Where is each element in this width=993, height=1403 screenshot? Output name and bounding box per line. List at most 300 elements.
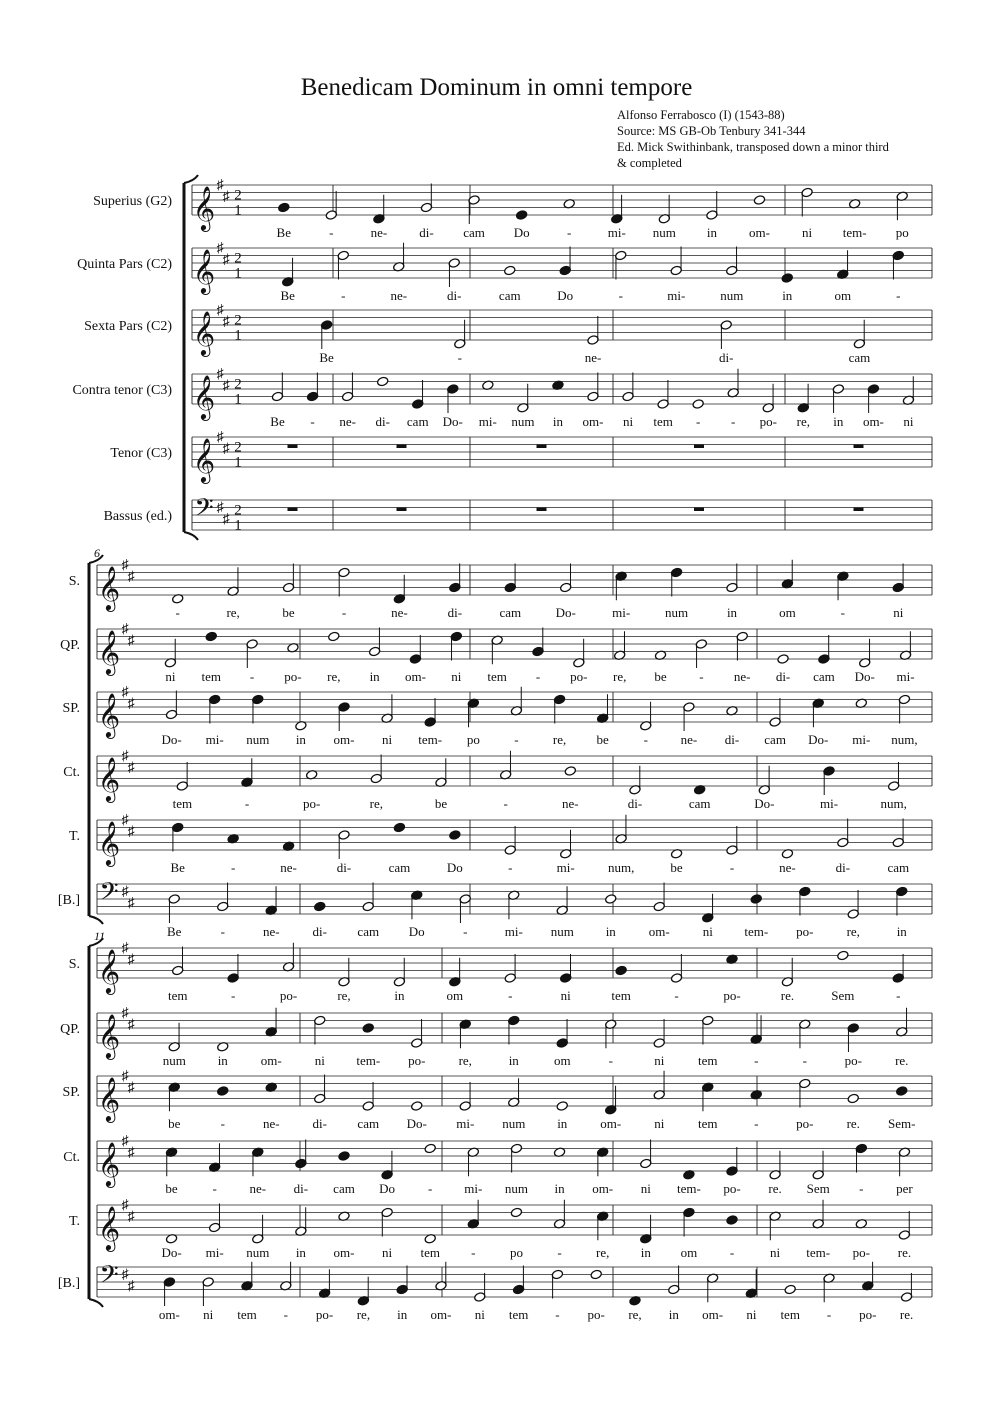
lyric-syllable: ni	[802, 225, 813, 240]
bass-clef-icon: 𝄢	[99, 1261, 119, 1295]
part-label: QP.	[60, 638, 80, 653]
lyric-syllable: cam	[688, 796, 711, 811]
lyric-syllable: po-	[796, 924, 814, 939]
staff-1	[192, 184, 932, 225]
lyric-syllable: -	[175, 605, 180, 620]
lyric-syllable: om-	[648, 924, 670, 939]
lyric-syllable: tem	[172, 796, 193, 811]
lyric-syllable: Do	[513, 225, 530, 240]
lyric-syllable: re,	[458, 1053, 472, 1068]
treble-clef-icon: 𝄞	[97, 568, 121, 610]
time-sig-bottom: 1	[234, 265, 242, 282]
rest	[288, 445, 298, 449]
sharp-icon: ♯	[127, 633, 135, 649]
lyric-syllable: po-	[279, 988, 298, 1003]
lyric-syllable: -	[463, 924, 468, 939]
lyric-syllable: tem-	[418, 732, 443, 747]
lyric-syllable: po-	[284, 669, 302, 684]
note-head	[692, 399, 704, 410]
lyric-syllable: ne-	[280, 860, 297, 875]
part-label: T.	[68, 1214, 80, 1229]
lyric-syllable: cam	[357, 924, 380, 939]
note-head	[338, 1151, 350, 1162]
treble-clef-icon: 𝄞	[97, 1208, 121, 1250]
lyric-syllable: po-	[408, 1053, 426, 1068]
lyric-syllable: om	[553, 1053, 571, 1068]
lyric-syllable: -	[618, 288, 623, 303]
note-head	[605, 894, 617, 905]
lyric-syllable: Be	[280, 288, 295, 303]
lyric-syllable: om-	[333, 732, 355, 747]
bracket-hook-top	[184, 175, 198, 183]
lyric-syllable: ni	[203, 1307, 214, 1322]
staff-3	[97, 687, 932, 731]
lyric-syllable: tem-	[842, 225, 867, 240]
sharp-icon: ♯	[127, 952, 135, 968]
treble-clef-icon: 𝄞	[192, 440, 216, 482]
lyric-syllable: ni	[702, 924, 713, 939]
lyric-syllable: mi-	[896, 669, 915, 684]
lyric-syllable: ne-	[584, 350, 602, 365]
lyric-syllable: di-	[447, 605, 463, 620]
staff-4	[192, 369, 932, 413]
sharp-icon: ♯	[127, 1278, 135, 1294]
part-label: Contra tenor (C3)	[72, 383, 172, 398]
lyric-syllable: Do	[557, 288, 574, 303]
treble-clef-icon: 𝄞	[97, 695, 121, 737]
lyric-syllable: num,	[607, 860, 635, 875]
sharp-icon: ♯	[222, 314, 230, 330]
piece-title: Benedicam Dominum in omni tempore	[300, 74, 693, 101]
treble-clef-icon: 𝄞	[192, 313, 216, 355]
lyric-syllable: mi-	[464, 1181, 483, 1196]
staff-6	[192, 500, 932, 530]
lyric-syllable: mi-	[607, 225, 626, 240]
lyric-syllable: po-	[315, 1307, 334, 1322]
lyric-syllable: cam	[764, 732, 786, 747]
lyric-syllable: mi-	[504, 924, 523, 939]
lyric-syllable: Do-	[754, 796, 775, 811]
sharp-icon: ♯	[222, 378, 230, 394]
rest	[854, 445, 864, 449]
sharp-icon: ♯	[121, 558, 129, 573]
system-1	[184, 175, 932, 540]
lyric-syllable: in	[557, 1116, 568, 1131]
note-head	[424, 1143, 436, 1154]
note-head	[750, 894, 762, 905]
sharp-icon: ♯	[216, 303, 224, 318]
time-sig-bottom: 1	[234, 517, 242, 534]
staff-1	[97, 943, 932, 987]
lyric-syllable: -	[220, 1116, 225, 1131]
lyric-syllable: re.	[780, 988, 795, 1003]
lyric-syllable: ne-	[779, 860, 796, 875]
bass-clef-icon: 𝄢	[99, 878, 119, 912]
part-label: S.	[68, 574, 80, 589]
note-head	[753, 195, 765, 206]
part-label: [B.]	[57, 1276, 80, 1291]
note-head	[615, 965, 627, 976]
lyric-syllable: re,	[796, 414, 810, 429]
lyric-syllable: ne-	[370, 225, 388, 240]
lyric-syllable: re.	[899, 1307, 914, 1322]
note-head	[847, 1093, 859, 1104]
lyric-syllable: ni	[654, 1116, 665, 1131]
lyric-syllable: -	[457, 350, 462, 365]
note-head	[217, 1086, 229, 1097]
staff-4	[97, 1140, 932, 1181]
lyric-syllable: re.	[897, 1245, 912, 1260]
lyric-syllable: in	[605, 924, 616, 939]
time-sig-top: 2	[234, 502, 242, 519]
lyric-syllable: in	[668, 1307, 679, 1322]
sharp-icon: ♯	[121, 1198, 129, 1213]
note-head	[781, 273, 793, 284]
lyric-syllable: -	[471, 1245, 476, 1260]
staff-4	[97, 751, 932, 795]
lyric-syllable: tem-	[806, 1245, 831, 1260]
lyric-syllable: om-	[862, 414, 884, 429]
treble-clef-icon: 𝄞	[192, 251, 216, 293]
lyric-syllable: ni	[314, 1053, 325, 1068]
lyric-syllable: -	[608, 1053, 613, 1068]
lyric-syllable: re,	[337, 988, 351, 1003]
editor-credit-cont: & completed	[617, 156, 682, 170]
sharp-icon: ♯	[222, 252, 230, 268]
sharp-icon: ♯	[121, 1267, 129, 1283]
lyric-syllable: -	[341, 605, 347, 620]
part-label: Tenor (C3)	[110, 446, 172, 461]
lyric-syllable: Do	[408, 924, 425, 939]
lyric-syllable: po	[466, 732, 480, 747]
lyric-syllable: -	[826, 1307, 832, 1322]
lyric-syllable: per	[896, 1181, 913, 1196]
lyric-syllable: om-	[582, 414, 604, 429]
lyric-syllable: ne-	[262, 924, 280, 939]
lyric-syllable: ni	[903, 414, 914, 429]
note-head	[449, 830, 461, 841]
lyric-syllable: -	[283, 1307, 288, 1322]
sharp-icon: ♯	[121, 1069, 129, 1084]
lyric-syllable: num	[246, 732, 270, 747]
lyric-syllable: po-	[759, 414, 777, 429]
lyric-syllable: Do-	[161, 1245, 182, 1260]
lyric-syllable: om	[680, 1245, 698, 1260]
rest	[854, 508, 864, 512]
treble-clef-icon: 𝄞	[192, 188, 216, 230]
lyric-syllable: cam	[499, 605, 522, 620]
lyric-syllable: -	[729, 860, 735, 875]
lyric-syllable: mi-	[667, 288, 686, 303]
lyric-syllable: num,	[891, 732, 918, 747]
lyric-syllable: cam	[333, 1181, 355, 1196]
lyric-syllable: mi-	[556, 860, 575, 875]
lyric-syllable: -	[859, 1181, 864, 1196]
treble-clef-icon: 𝄞	[97, 1144, 121, 1186]
lyric-syllable: di-	[293, 1181, 309, 1196]
lyric-syllable: mi-	[478, 414, 497, 429]
lyric-syllable: Sem	[831, 988, 855, 1003]
lyric-syllable: Do	[446, 860, 463, 875]
lyric-syllable: num,	[880, 796, 907, 811]
lyric-syllable: om-	[430, 1307, 452, 1322]
lyric-syllable: om-	[158, 1307, 180, 1322]
lyric-syllable: in	[295, 1245, 306, 1260]
sharp-icon: ♯	[216, 178, 224, 193]
lyric-syllable: in	[369, 669, 380, 684]
lyric-syllable: ni	[560, 988, 571, 1003]
note-head	[411, 1101, 423, 1112]
sharp-icon: ♯	[127, 895, 135, 911]
part-label: Sexta Pars (C2)	[84, 319, 172, 334]
sharp-icon: ♯	[127, 1017, 135, 1033]
lyric-syllable: -	[244, 796, 250, 811]
lyric-syllable: num	[246, 1245, 270, 1260]
lyric-syllable: -	[674, 988, 679, 1003]
note-head	[328, 631, 340, 642]
lyric-syllable: om-	[260, 1053, 282, 1068]
lyric-syllable: re,	[846, 924, 860, 939]
lyric-syllable: Do-	[161, 732, 182, 747]
sharp-icon: ♯	[222, 441, 230, 457]
part-label: Ct.	[63, 765, 80, 780]
time-sig-top: 2	[234, 312, 242, 329]
lyric-syllable: -	[695, 414, 701, 429]
time-sig-top: 2	[234, 250, 242, 267]
lyric-syllable: om-	[404, 669, 426, 684]
part-label: QP.	[60, 1022, 80, 1037]
lyric-syllable: di-	[312, 924, 327, 939]
treble-clef-icon: 𝄞	[192, 377, 216, 419]
lyric-syllable: ni	[640, 1181, 651, 1196]
staff-5	[97, 1200, 932, 1244]
lyric-syllable: mi-	[205, 732, 224, 747]
sharp-icon: ♯	[121, 813, 129, 828]
lyric-syllable: in	[706, 225, 717, 240]
lyric-syllable: ne-	[249, 1181, 267, 1196]
lyric-syllable: in	[508, 1053, 519, 1068]
lyric-syllable: ni	[451, 669, 462, 684]
note-head	[564, 766, 576, 777]
lyric-syllable: re,	[613, 669, 627, 684]
note-head	[376, 376, 388, 387]
lyric-syllable: ni	[770, 1245, 781, 1260]
lyric-syllable: ni	[654, 1053, 665, 1068]
lyric-syllable: mi-	[819, 796, 839, 811]
staff-1	[97, 560, 932, 604]
lyric-syllable: di-	[447, 288, 462, 303]
lyric-syllable: -	[503, 796, 508, 811]
lyric-syllable: Do-	[555, 605, 576, 620]
lyric-syllable: re,	[327, 669, 341, 684]
lyric-syllable: num	[550, 924, 574, 939]
time-sig-top: 2	[234, 376, 242, 393]
lyric-syllable: tem	[201, 669, 222, 684]
part-label: T.	[68, 829, 80, 844]
lyric-syllable: -	[555, 1307, 560, 1322]
lyric-syllable: be	[654, 669, 667, 684]
sharp-icon: ♯	[121, 1006, 129, 1021]
measure-number: 11	[94, 929, 106, 943]
bracket-hook-bottom	[89, 916, 103, 924]
lyric-syllable: -	[754, 1116, 759, 1131]
source-credit: Source: MS GB-Ob Tenbury 341-344	[617, 124, 806, 138]
time-sig-bottom: 1	[234, 202, 242, 219]
rest	[397, 508, 407, 512]
lyric-syllable: tem-	[676, 1181, 701, 1196]
part-label: S.	[68, 957, 80, 972]
lyric-syllable: po-	[723, 988, 741, 1003]
lyric-syllable: tem	[653, 414, 673, 429]
rest	[397, 445, 407, 449]
lyric-syllable: Sem	[806, 1181, 830, 1196]
lyric-syllable: -	[428, 1181, 433, 1196]
lyric-syllable: -	[840, 605, 846, 620]
staff-6	[97, 883, 932, 924]
treble-clef-icon: 𝄞	[97, 759, 121, 801]
lyric-syllable: in	[726, 605, 738, 620]
lyric-syllable: cam	[388, 860, 411, 875]
lyric-syllable: -	[212, 1181, 217, 1196]
lyric-syllable: re,	[226, 605, 240, 620]
composer-credit: Alfonso Ferrabosco (I) (1543-88)	[617, 108, 785, 122]
lyric-syllable: om-	[592, 1181, 614, 1196]
note-head	[362, 1023, 374, 1034]
part-label: Superius (G2)	[93, 194, 172, 209]
sharp-icon: ♯	[127, 1080, 135, 1096]
lyric-syllable: in	[552, 414, 564, 429]
part-label: Bassus (ed.)	[103, 509, 172, 524]
lyric-syllable: -	[567, 225, 572, 240]
lyric-syllable: di-	[627, 796, 643, 811]
lyric-syllable: num	[162, 1053, 186, 1068]
note-head	[726, 1215, 738, 1226]
sharp-icon: ♯	[121, 685, 129, 700]
lyric-syllable: tem	[508, 1307, 529, 1322]
lyric-syllable: om-	[702, 1307, 724, 1322]
lyric-syllable: in	[896, 924, 907, 939]
sharp-icon: ♯	[121, 884, 129, 900]
part-label: Quinta Pars (C2)	[77, 257, 172, 272]
sharp-icon: ♯	[121, 622, 129, 637]
sharp-icon: ♯	[127, 1145, 135, 1161]
note-head	[510, 1207, 522, 1218]
lyric-syllable: num	[720, 288, 744, 303]
lyric-syllable: -	[249, 669, 255, 684]
staff-2	[97, 628, 932, 669]
lyric-syllable: re,	[369, 796, 384, 811]
lyric-syllable: re,	[356, 1307, 371, 1322]
lyric-syllable: in	[782, 288, 793, 303]
lyric-syllable: po-	[587, 1307, 605, 1322]
lyric-syllable: po-	[859, 1307, 877, 1322]
sharp-icon: ♯	[127, 569, 135, 585]
note-head	[314, 901, 326, 912]
lyric-syllable: num	[502, 1116, 526, 1131]
time-sig-bottom: 1	[234, 454, 242, 471]
lyric-syllable: cam	[887, 860, 910, 875]
lyric-syllable: Sem-	[888, 1116, 916, 1131]
lyric-syllable: cam	[406, 414, 429, 429]
sharp-icon: ♯	[127, 760, 135, 776]
lyric-syllable: num	[652, 225, 676, 240]
lyric-syllable: po-	[844, 1053, 862, 1068]
note-head	[515, 210, 527, 221]
lyric-syllable: -	[729, 1245, 735, 1260]
lyric-syllable: be	[434, 796, 448, 811]
treble-clef-icon: 𝄞	[97, 632, 121, 674]
staff-3	[192, 310, 932, 349]
lyric-syllable: re.	[846, 1116, 860, 1131]
lyric-syllable: in	[554, 1181, 565, 1196]
sharp-icon: ♯	[121, 941, 129, 956]
lyric-syllable: om	[446, 988, 464, 1003]
lyric-syllable: Be	[167, 924, 182, 939]
lyric-syllable: -	[310, 414, 315, 429]
lyric-syllable: om-	[333, 1245, 355, 1260]
lyric-syllable: -	[731, 414, 736, 429]
staff-5	[97, 815, 932, 859]
note-head	[278, 202, 290, 213]
lyric-syllable: -	[535, 669, 541, 684]
rest	[537, 445, 547, 449]
lyric-syllable: Do-	[808, 732, 829, 747]
lyric-syllable: tem	[167, 988, 188, 1003]
lyric-syllable: in	[295, 732, 306, 747]
lyric-syllable: tem	[237, 1307, 257, 1322]
sharp-icon: ♯	[216, 500, 224, 516]
bass-clef-icon: 𝄢	[194, 494, 214, 528]
lyric-syllable: tem	[611, 988, 631, 1003]
lyric-syllable: Do-	[406, 1116, 427, 1131]
note-head	[837, 950, 849, 961]
lyric-syllable: po-	[302, 796, 321, 811]
sharp-icon: ♯	[222, 189, 230, 205]
lyric-syllable: in	[397, 1307, 408, 1322]
treble-clef-icon: 𝄞	[97, 1079, 121, 1121]
lyric-syllable: ni	[382, 1245, 393, 1260]
note-head	[784, 1284, 796, 1295]
part-label: SP.	[62, 701, 80, 716]
lyric-syllable: po-	[852, 1245, 871, 1260]
lyric-syllable: Do-	[442, 414, 463, 429]
rest	[537, 508, 547, 512]
time-sig-bottom: 1	[234, 391, 242, 408]
lyric-syllable: om-	[749, 225, 770, 240]
time-sig-top: 2	[234, 187, 242, 204]
lyric-syllable: po-	[796, 1116, 814, 1131]
lyric-syllable: cam	[357, 1116, 380, 1131]
lyric-syllable: Be	[170, 860, 185, 875]
bracket-hook-bottom	[89, 1299, 103, 1307]
lyric-syllable: -	[220, 924, 225, 939]
lyric-syllable: ni	[893, 605, 904, 620]
rest	[694, 445, 704, 449]
lyric-syllable: re,	[595, 1245, 610, 1260]
time-sig-top: 2	[234, 439, 242, 456]
lyric-syllable: tem	[698, 1053, 718, 1068]
lyric-syllable: re.	[895, 1053, 909, 1068]
bracket-hook-bottom	[184, 532, 198, 540]
lyric-syllable: -	[557, 1245, 562, 1260]
lyric-syllable: in	[217, 1053, 228, 1068]
lyric-syllable: -	[508, 860, 513, 875]
lyric-syllable: re,	[552, 732, 567, 747]
lyric-syllable: mi-	[205, 1245, 224, 1260]
lyric-syllable: -	[699, 669, 704, 684]
time-sig-bottom: 1	[234, 327, 242, 344]
lyric-syllable: mi-	[852, 732, 871, 747]
